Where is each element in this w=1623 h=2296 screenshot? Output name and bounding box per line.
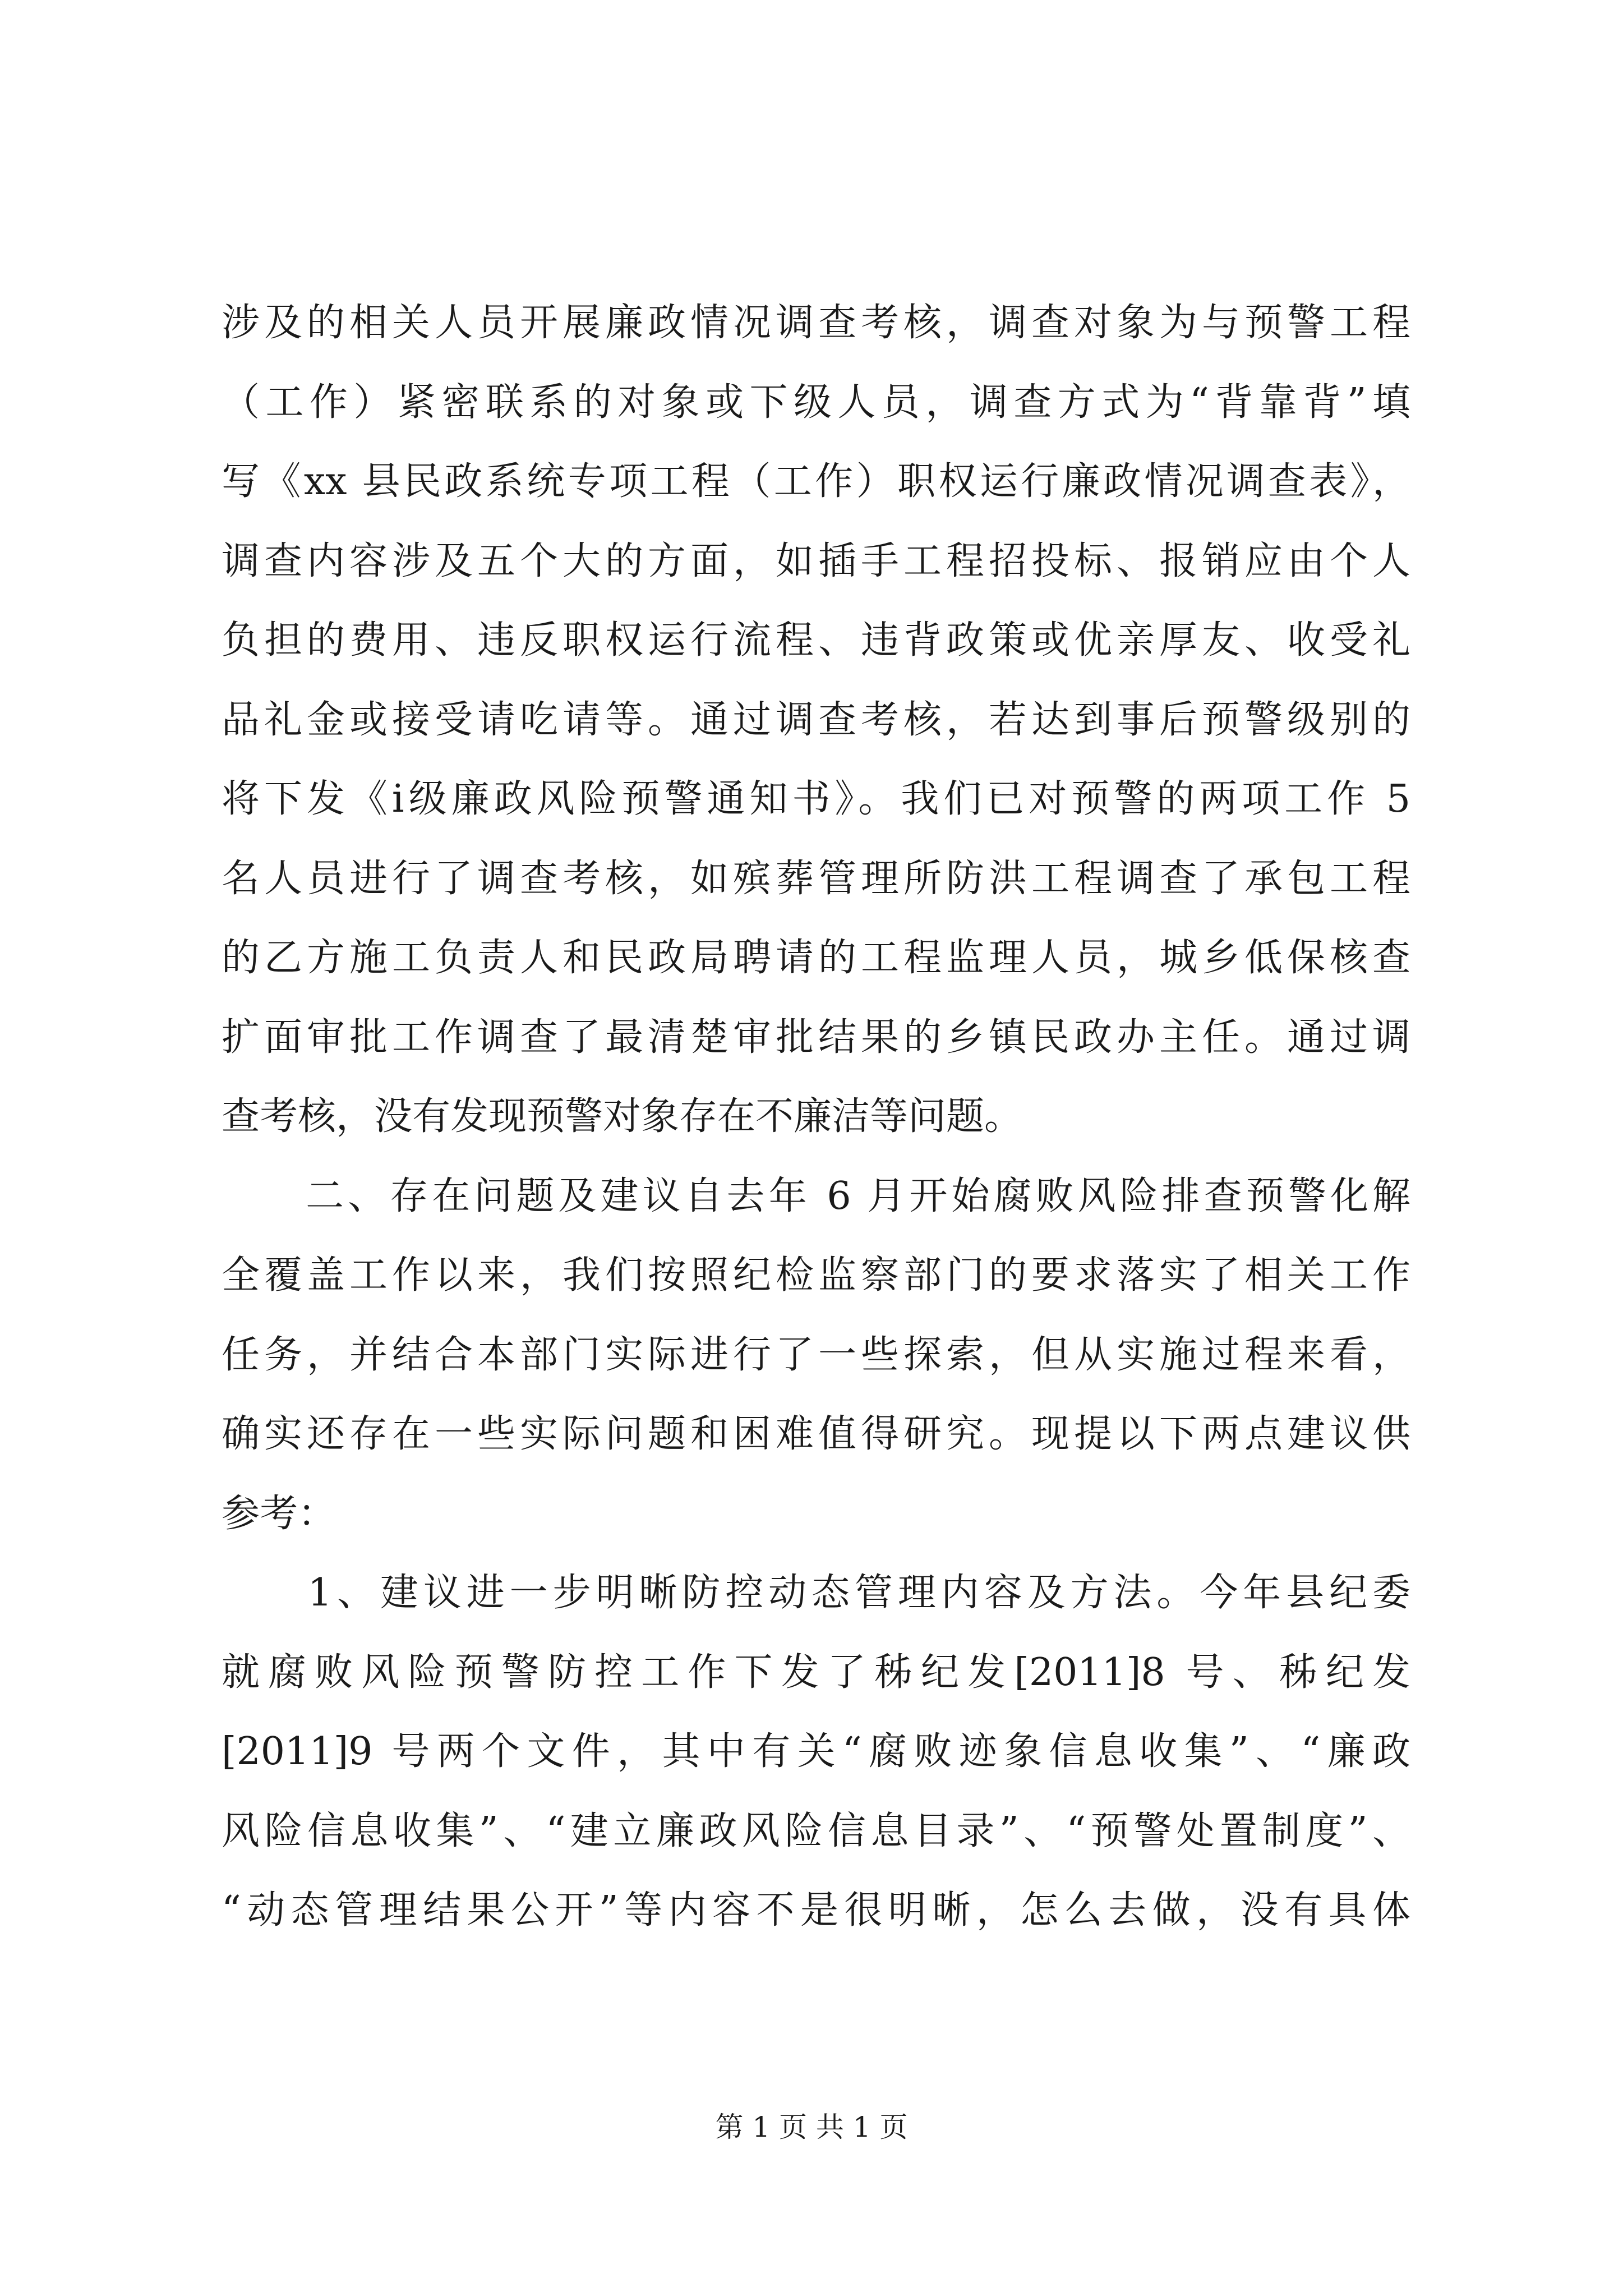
- text-line: 涉及的相关人员开展廉政情况调查考核，调查对象为与预警工程: [222, 301, 1410, 345]
- page-footer: [0, 2110, 1623, 2144]
- text-line: 的乙方施工负责人和民政局聘请的工程监理人员，城乡低保核查: [222, 936, 1410, 980]
- text-line: 任务，并结合本部门实际进行了一些探索，但从实施过程来看，: [222, 1332, 1410, 1377]
- text-line: 就腐败风险预警防控工作下发了秭纪发[2011]8 号、秭纪发: [222, 1650, 1410, 1695]
- text-line: 查考核，没有发现预警对象存在不廉洁等问题。: [222, 1094, 1023, 1139]
- text-line: “动态管理结果公开”等内容不是很明晰，怎么去做，没有具体: [222, 1888, 1410, 1932]
- text-line: 全覆盖工作以来，我们按照纪检监察部门的要求落实了相关工作: [222, 1253, 1410, 1297]
- text-line: 二、存在问题及建议自去年 6 月开始腐败风险排查预警化解: [222, 1174, 1410, 1218]
- text-line: 品礼金或接受请吃请等。通过调查考核，若达到事后预警级别的: [222, 697, 1410, 742]
- text-line: 名人员进行了调查考核，如殡葬管理所防洪工程调查了承包工程: [222, 856, 1410, 901]
- text-line: （工作）紧密联系的对象或下级人员，调查方式为“背靠背”填: [222, 380, 1410, 425]
- text-line: 风险信息收集”、“建立廉政风险信息目录”、“预警处置制度”、: [222, 1809, 1410, 1853]
- text-line: 将下发《ⅰ级廉政风险预警通知书》。我们已对预警的两项工作 5: [222, 777, 1410, 821]
- text-line: 参考：: [222, 1491, 336, 1536]
- page-number: 第 1 页 共 1 页: [715, 2111, 908, 2143]
- body-text: [222, 283, 1410, 1950]
- text-line: 调查内容涉及五个大的方面，如插手工程招投标、报销应由个人: [222, 539, 1410, 583]
- text-line: 写《xx 县民政系统专项工程（工作）职权运行廉政情况调查表》，: [222, 459, 1410, 504]
- text-line: 扩面审批工作调查了最清楚审批结果的乡镇民政办主任。通过调: [222, 1015, 1410, 1060]
- text-line: 负担的费用、违反职权运行流程、违背政策或优亲厚友、收受礼: [222, 618, 1410, 662]
- text-line: 确实还存在一些实际问题和困难值得研究。现提以下两点建议供: [222, 1412, 1410, 1456]
- text-line: [2011]9 号两个文件，其中有关“腐败迹象信息收集”、“廉政: [222, 1729, 1410, 1774]
- text-line: 1、建议进一步明晰防控动态管理内容及方法。今年县纪委: [222, 1571, 1410, 1615]
